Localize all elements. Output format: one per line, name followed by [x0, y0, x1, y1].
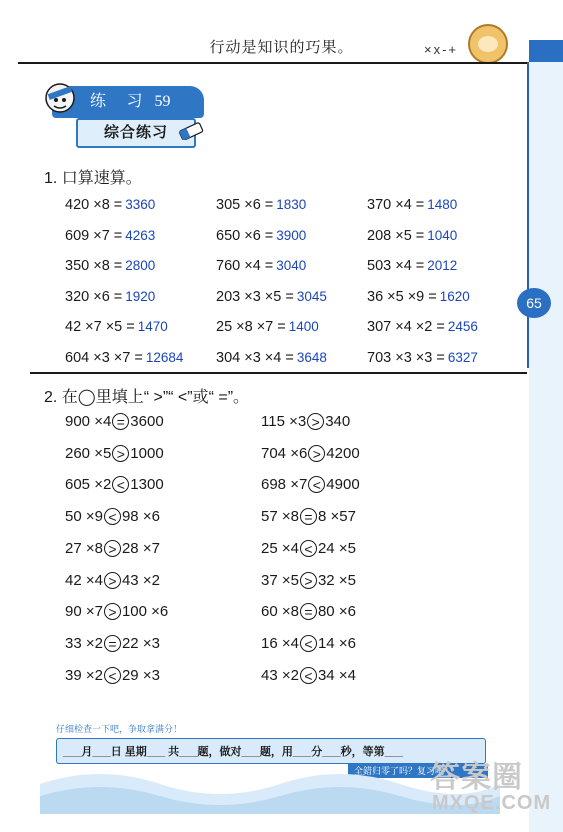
comparison-right: 4200 — [326, 444, 360, 462]
math-item — [367, 289, 470, 305]
math-answer: 12684 — [145, 349, 184, 365]
comparison-left: 37 ×5 — [261, 571, 299, 589]
comparison-item — [65, 603, 168, 620]
math-item — [65, 289, 155, 305]
comparison-left: 115 ×3 — [261, 413, 307, 430]
comparison-right: 1000 — [130, 444, 164, 462]
comparison-left: 16 ×4 — [261, 634, 299, 652]
math-answer: 4263 — [125, 227, 156, 243]
footer-tip: 仔细检查一下吧，争取拿满分！ — [56, 724, 183, 734]
math-item — [367, 350, 478, 366]
right-rule — [527, 62, 529, 368]
comparison-item — [261, 572, 356, 589]
comparison-item — [261, 445, 360, 462]
comparison-symbol[interactable]: > — [308, 445, 325, 462]
comparison-symbol[interactable]: = — [112, 413, 129, 430]
math-question: 307 ×4 ×2 = — [367, 319, 445, 335]
comparison-left: 90 ×7 — [65, 603, 103, 621]
pencil-mascot-icon — [42, 80, 82, 118]
comparison-left: 27 ×8 — [65, 539, 103, 557]
comparison-left: 260 ×5 — [65, 444, 112, 462]
comparison-left: 60 ×8 — [261, 603, 299, 621]
math-answer: 3045 — [296, 288, 327, 304]
comparison-right: 24 ×5 — [317, 539, 356, 557]
comparison-item — [65, 445, 164, 462]
page-motto: 行动是知识的巧果。 — [209, 39, 354, 56]
math-item — [367, 228, 457, 244]
comparison-right: 43 ×2 — [121, 571, 160, 589]
math-item — [216, 258, 306, 274]
comparison-item — [65, 413, 164, 430]
lesson-banner-label: 练 习 — [90, 93, 151, 110]
comparison-symbol[interactable]: > — [112, 445, 129, 462]
header-rule — [18, 62, 528, 64]
math-answer: 1470 — [137, 319, 168, 334]
comparison-item — [65, 667, 160, 684]
comparison-left: 39 ×2 — [65, 666, 103, 684]
eraser-icon — [178, 122, 206, 140]
math-question: 604 ×3 ×7 = — [65, 349, 143, 366]
math-ops-decoration: ×x-+ — [424, 42, 459, 57]
math-answer: 3900 — [276, 227, 307, 243]
comparison-right: 100 ×6 — [121, 603, 169, 621]
math-question: 208 ×5 = — [367, 227, 425, 244]
math-item — [367, 319, 478, 335]
comparison-item — [261, 508, 356, 525]
math-answer: 2456 — [447, 319, 478, 334]
comparison-left: 605 ×2 — [65, 476, 112, 494]
math-question: 36 ×5 ×9 = — [367, 288, 437, 305]
math-item — [216, 228, 306, 244]
comparison-right: 34 ×4 — [317, 666, 356, 684]
comparison-item — [65, 508, 160, 525]
comparison-symbol[interactable]: > — [307, 413, 324, 430]
comparison-item — [261, 603, 356, 620]
comparison-left: 25 ×4 — [261, 539, 299, 557]
math-question: 503 ×4 = — [367, 258, 425, 274]
comparison-right: 8 ×57 — [317, 508, 356, 526]
comparison-left: 43 ×2 — [261, 666, 299, 684]
math-answer: 1480 — [427, 197, 458, 212]
comparison-symbol[interactable]: < — [300, 540, 317, 557]
monkey-mascot-icon — [468, 24, 508, 64]
comparison-symbol[interactable]: < — [112, 476, 129, 493]
math-question: 42 ×7 ×5 = — [65, 319, 135, 335]
comparison-symbol[interactable]: < — [104, 508, 121, 525]
comparison-right: 28 ×7 — [121, 539, 160, 557]
comparison-right: 98 ×6 — [121, 508, 160, 526]
math-item — [65, 258, 155, 274]
comparison-symbol[interactable]: > — [300, 572, 317, 589]
math-answer: 2800 — [125, 258, 156, 273]
comparison-right: 4900 — [326, 476, 360, 494]
math-answer: 1920 — [125, 288, 156, 304]
comparison-item — [65, 540, 160, 557]
math-question: 760 ×4 = — [216, 258, 274, 274]
math-question: 650 ×6 = — [216, 227, 274, 244]
comparison-symbol[interactable]: > — [104, 603, 121, 620]
math-item — [216, 319, 319, 335]
comparison-item — [261, 667, 356, 684]
comparison-right: 340 — [325, 413, 351, 430]
comparison-symbol[interactable]: = — [300, 508, 317, 525]
comparison-item — [65, 635, 160, 652]
section-divider — [30, 372, 527, 374]
math-answer: 3360 — [125, 197, 156, 212]
comparison-symbol[interactable]: < — [104, 667, 121, 684]
comparison-left: 42 ×4 — [65, 571, 103, 589]
comparison-left: 704 ×6 — [261, 444, 308, 462]
math-question: 304 ×3 ×4 = — [216, 349, 294, 366]
math-item — [216, 350, 327, 366]
lesson-number: 59 — [154, 93, 171, 110]
comparison-left: 33 ×2 — [65, 634, 103, 652]
math-answer: 1830 — [276, 197, 307, 212]
comparison-left: 900 ×4 — [65, 413, 112, 430]
watermark-url: MXQE.COM — [432, 792, 552, 814]
comparison-left: 57 ×8 — [261, 508, 299, 526]
comparison-symbol[interactable]: < — [308, 476, 325, 493]
math-answer: 2012 — [427, 258, 458, 273]
math-item — [65, 197, 155, 213]
math-question: 420 ×8 = — [65, 197, 123, 213]
math-question: 25 ×8 ×7 = — [216, 319, 286, 335]
comparison-symbol[interactable]: < — [300, 635, 317, 652]
comparison-item — [261, 413, 350, 430]
math-answer: 3648 — [296, 349, 327, 365]
math-answer: 3040 — [276, 258, 307, 273]
math-item — [65, 319, 168, 335]
math-item — [216, 197, 306, 213]
section1-title: 1. 口算速算。 — [44, 170, 142, 187]
lesson-subtitle: 综合练习 — [76, 118, 196, 148]
comparison-item — [261, 635, 356, 652]
comparison-right: 32 ×5 — [317, 571, 356, 589]
side-margin-strip — [529, 40, 563, 832]
math-item — [367, 258, 457, 274]
comparison-left: 50 ×9 — [65, 508, 103, 526]
comparison-item — [65, 572, 160, 589]
comparison-right: 29 ×3 — [121, 666, 160, 684]
comparison-item — [65, 476, 164, 493]
math-question: 703 ×3 ×3 = — [367, 349, 445, 366]
math-question: 305 ×6 = — [216, 197, 274, 213]
comparison-right: 22 ×3 — [121, 634, 160, 652]
math-answer: 1620 — [439, 288, 470, 304]
math-question: 370 ×4 = — [367, 197, 425, 213]
math-item — [216, 289, 327, 305]
page-number-badge: 65 — [517, 288, 551, 318]
section2-title: 2. 在◯里填上“ >”“ <”或“ =”。 — [44, 389, 250, 406]
comparison-right: 80 ×6 — [317, 603, 356, 621]
comparison-symbol[interactable]: < — [300, 667, 317, 684]
footer-note: 全錯归零了吗？复习吧 — [348, 764, 488, 778]
watermark-logo: 答案圈 — [430, 761, 523, 794]
comparison-symbol[interactable]: > — [104, 540, 121, 557]
comparison-left: 698 ×7 — [261, 476, 308, 494]
comparison-right: 3600 — [130, 413, 164, 430]
side-margin-tab — [529, 40, 563, 62]
comparison-right: 1300 — [130, 476, 164, 494]
math-question: 320 ×6 = — [65, 288, 123, 305]
comparison-symbol[interactable]: > — [104, 572, 121, 589]
math-question: 203 ×3 ×5 = — [216, 288, 294, 305]
comparison-item — [261, 540, 356, 557]
math-answer: 1400 — [288, 319, 319, 334]
math-answer: 6327 — [447, 349, 478, 365]
math-item — [367, 197, 457, 213]
math-answer: 1040 — [427, 227, 458, 243]
comparison-right: 14 ×6 — [317, 634, 356, 652]
record-bar: ___月___日 星期___ 共___题，做对___题，用___分___秒，等第___ — [56, 738, 486, 764]
math-item — [65, 350, 183, 366]
comparison-symbol[interactable]: = — [104, 635, 121, 652]
math-question: 350 ×8 = — [65, 258, 123, 274]
comparison-symbol[interactable]: = — [300, 603, 317, 620]
math-item — [65, 228, 155, 244]
math-question: 609 ×7 = — [65, 227, 123, 244]
comparison-item — [261, 476, 360, 493]
